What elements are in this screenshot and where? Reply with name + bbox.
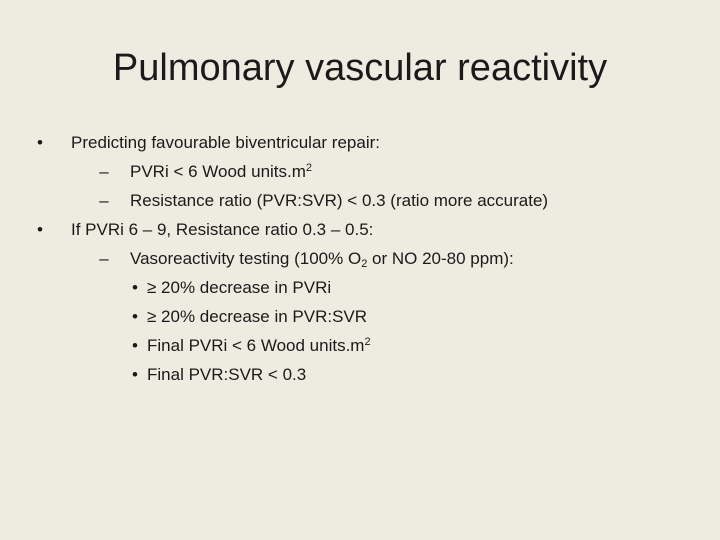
bullet-text: Predicting favourable biventricular repair: [71,133,380,152]
bullet-marker: • [132,336,138,355]
superscript: 2 [305,162,313,174]
bullet-text: Final PVRi < 6 Wood $units.m^2$ [147,336,371,355]
bullet-marker: • [37,220,43,239]
sub-bullet-item [32,186,692,215]
sub-sub-bullet-item [32,302,692,331]
superscript: 2 [364,336,371,348]
bullet-item [32,128,692,157]
bullet-marker: • [37,133,43,152]
bullet-item [32,215,692,244]
sub-bullet-item [32,244,692,273]
dash-marker: – [99,191,109,210]
sub-sub-bullet-item [32,331,692,360]
bullet-text: Final PVR:SVR < 0.3 [147,365,307,384]
bullet-marker: • [132,278,138,297]
bullet-text: Resistance ratio (PVR:SVR) < 0.3 (ratio more accurate) [130,191,549,210]
dash-marker: – [99,249,109,268]
slide-title: Pulmonary vascular reactivity [112,47,608,89]
bullet-marker: • [132,307,138,326]
bullet-marker: • [132,365,138,384]
dash-marker: – [99,162,109,181]
subscript: 2 [361,258,368,270]
bullet-text: If PVRi 6 – 9, Resistance ratio 0.3 – 0.5: [71,220,374,239]
bullet-text: ≥ 20% decrease in PVRi [147,278,332,297]
bullet-text: Vasoreactivity testing (100% $O_2$ or NO 20-80 ppm): [130,249,514,270]
sub-sub-bullet-item [32,273,692,302]
bullet-text: PVRi < 6 Wood $units.m^2$ [130,162,313,181]
bullet-list [32,128,692,389]
bullet-text: ≥ 20% decrease in PVR:SVR [147,307,368,326]
sub-bullet-item [32,157,692,186]
sub-sub-bullet-item [32,360,692,389]
